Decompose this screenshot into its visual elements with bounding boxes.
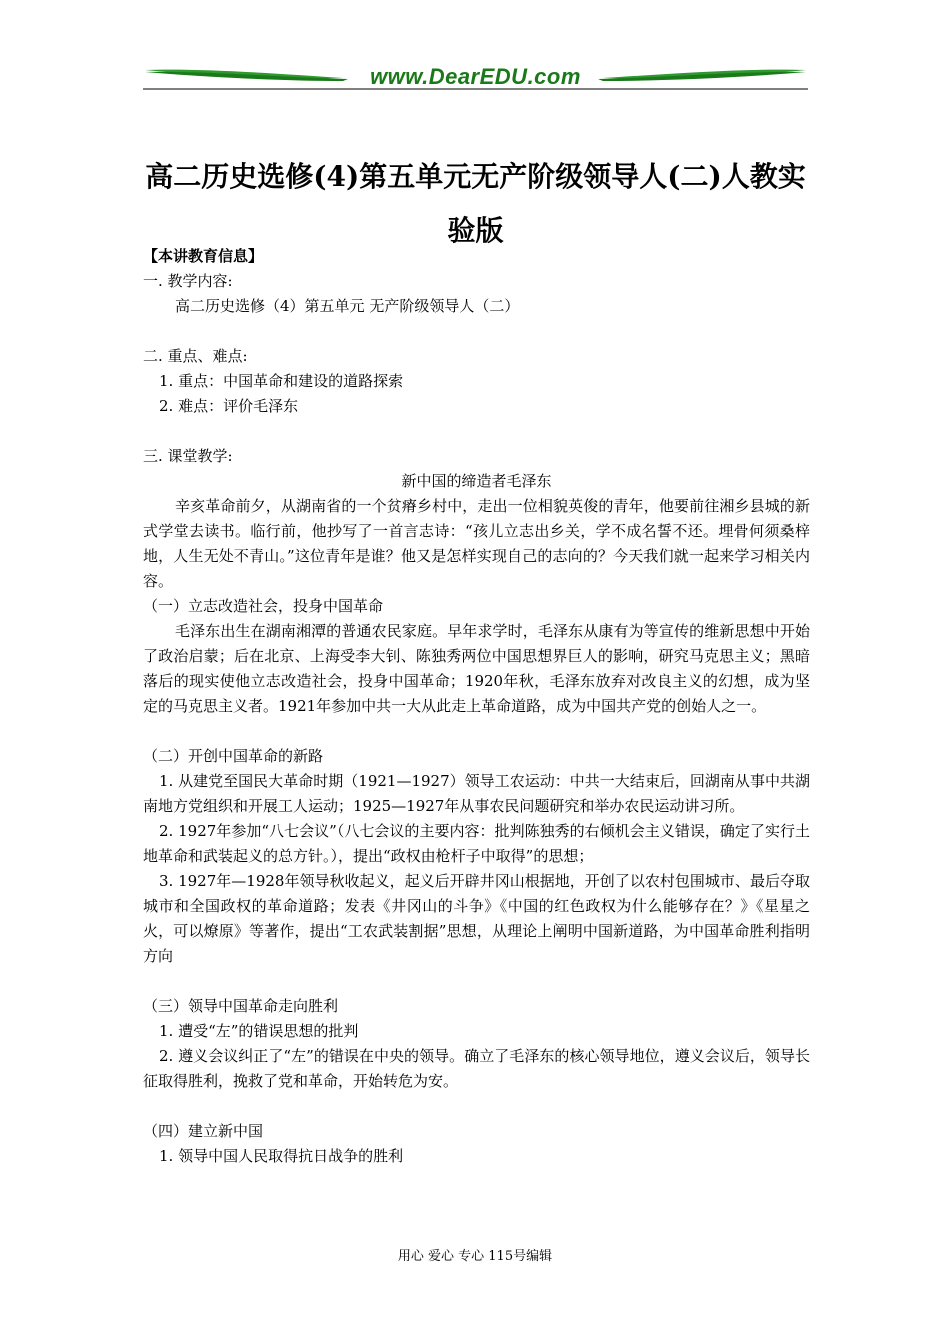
- list-item: 2. 遵义会议纠正了“左”的错误在中央的领导。确立了毛泽东的核心领导地位，遵义会议后，领导长征取得胜利，挽救了党和革命，开始转危为安。: [143, 1047, 810, 1090]
- list-item: 1. 遭受“左”的错误思想的批判: [159, 1022, 359, 1040]
- section-1-text: 毛泽东出生在湖南湘潭的普通农民家庭。早年求学时，毛泽东从康有为等宣传的维新思想中开始了政治启蒙；后在北京、上海受李大钊、陈独秀两位中国思想界巨人的影响，研究马克思主义；黑暗落后的现实使他立志改造社会，投身中国革命；1920年秋，毛泽东放弃对改良主义的幻想，成为坚定的马克思主义者。1921年参加中共一大从此走上革命道路，成为中国共产党的创始人之一。: [143, 622, 810, 715]
- section-3-title: （三）领导中国革命走向胜利: [143, 997, 339, 1015]
- intro-paragraph: 辛亥革命前夕，从湖南省的一个贫瘠乡村中，走出一位相貌英俊的青年，他要前往湘乡县城的新式学堂去读书。临行前，他抄写了一首言志诗：“孩儿立志出乡关，学不成名誓不还。埋骨何须桑梓地，人生无处不青山。”这位青年是谁？他又是怎样实现自己的志向的？今天我们就一起来学习相关内容。: [143, 497, 810, 590]
- list-item: 3. 1927年—1928年领导秋收起义，起义后开辟井冈山根据地，开创了以农村包围城市、最后夺取城市和全国政权的革命道路；发表《井冈山的斗争》《中国的红色政权为什么能够存在？》《星星之火，可以燎原》等著作，提出“工农武装割据”思想，从理论上阐明中国新道路，为中国革命胜利指明方向: [143, 872, 810, 965]
- heading-1-text: 高二历史选修（4）第五单元 无产阶级领导人（二）: [175, 297, 520, 315]
- list-item: 2. 难点：评价毛泽东: [159, 397, 299, 415]
- heading-3: 三. 课堂教学:: [143, 447, 233, 465]
- page-footer: 用心 爱心 专心 115号编辑: [397, 1249, 553, 1264]
- list-item: 2. 1927年参加“八七会议”（八七会议的主要内容：批判陈独秀的右倾机会主义错误，确定了实行土地革命和武装起义的总方针。），提出“政权由枪杆子中取得”的思想；: [143, 822, 810, 865]
- list-item: 1. 领导中国人民取得抗日战争的胜利: [159, 1147, 404, 1165]
- section-4-title: （四）建立新中国: [143, 1122, 264, 1140]
- site-url: www.DearEDU.com: [370, 64, 581, 89]
- page-title: 高二历史选修(4)第五单元无产阶级领导人(二)人教实验版: [145, 160, 806, 247]
- site-header-banner: [143, 62, 808, 94]
- section-label: 【本讲教育信息】: [143, 247, 264, 265]
- heading-1: 一. 教学内容:: [143, 272, 233, 290]
- list-item: 1. 从建党至国民大革命时期（1921—1927）领导工农运动：中共一大结束后，回湖南从事中共湖南地方党组织和开展工人运动；1925—1927年从事农民问题研究和举办农民运动讲习所。: [143, 772, 810, 815]
- section-2-title: （二）开创中国革命的新路: [143, 747, 324, 765]
- list-item: 1. 重点：中国革命和建设的道路探索: [159, 372, 404, 390]
- document-body: [143, 244, 810, 1169]
- lesson-subtitle: 新中国的缔造者毛泽东: [401, 472, 552, 490]
- section-1-title: （一）立志改造社会，投身中国革命: [143, 597, 384, 615]
- heading-2: 二. 重点、难点:: [143, 347, 248, 365]
